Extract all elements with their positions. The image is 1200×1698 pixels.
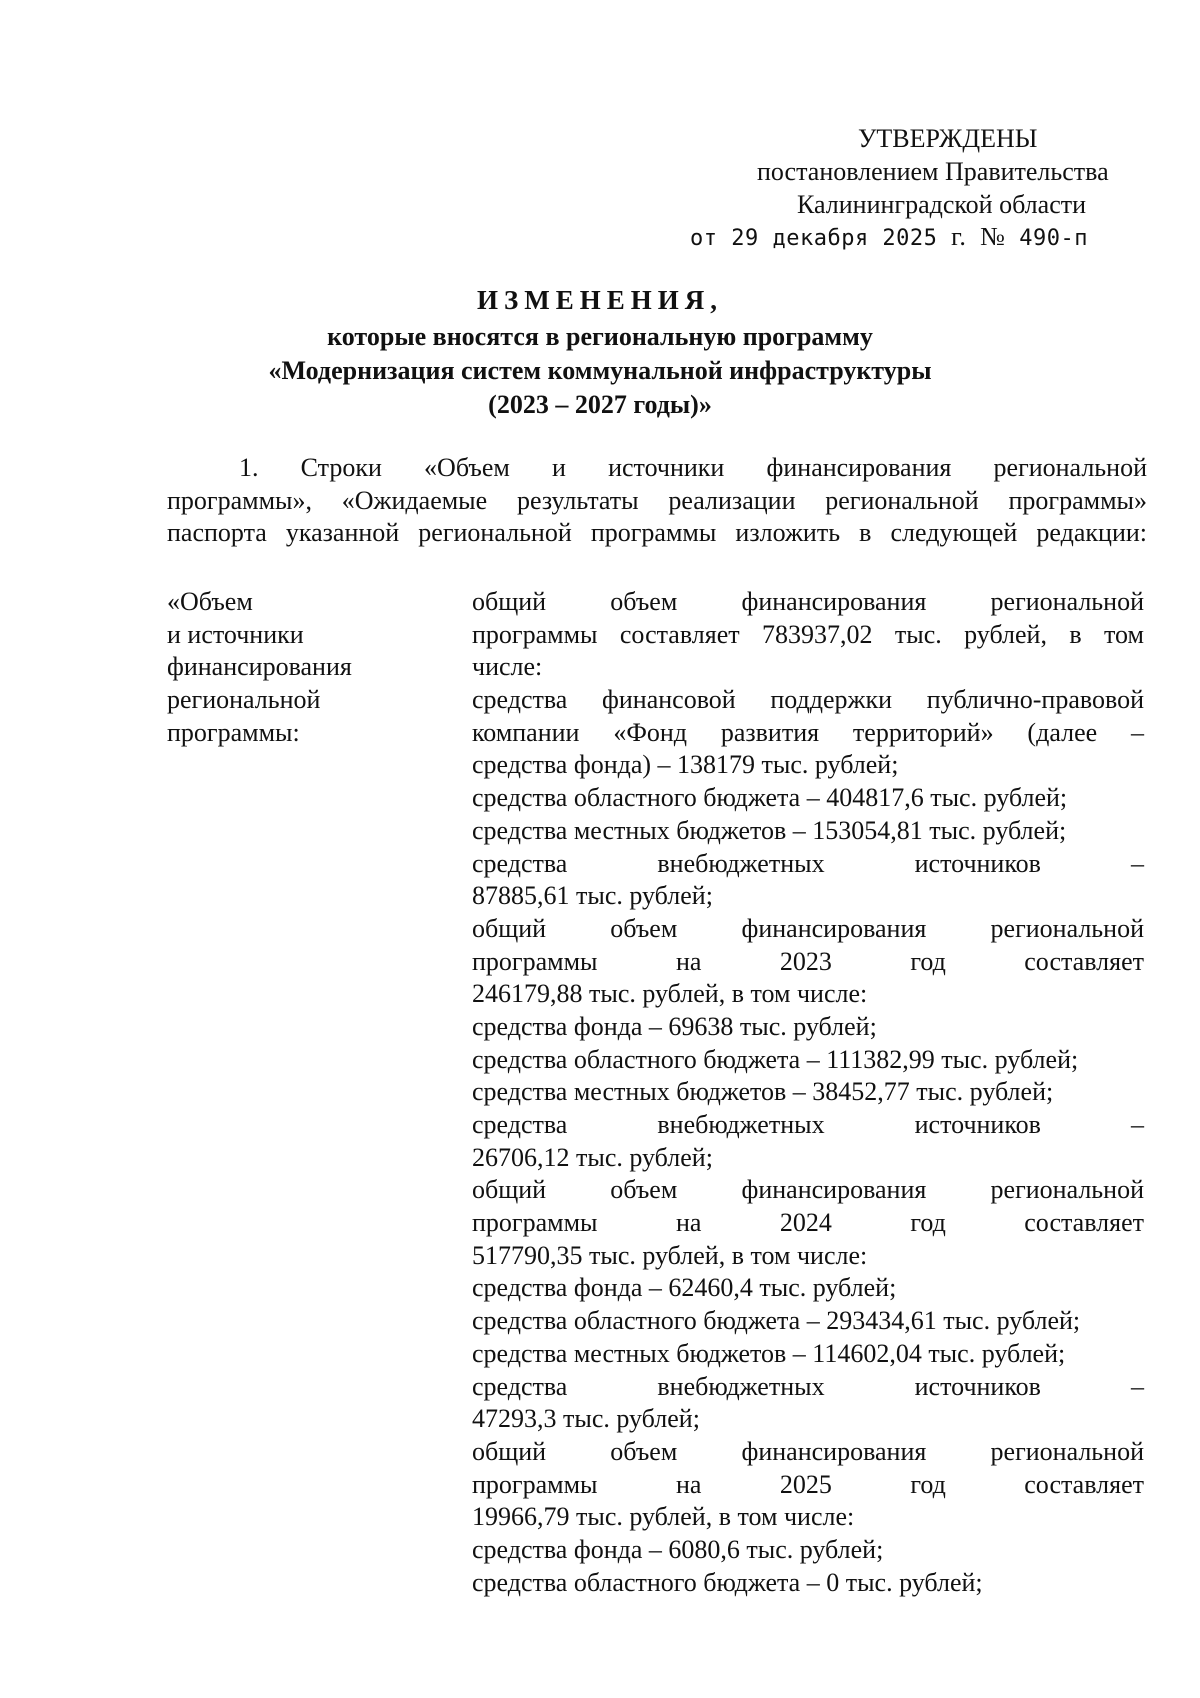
right-cell-line: общий объем финансирования региональной: [472, 913, 1144, 943]
right-cell-line: общий объем финансирования региональной: [472, 1175, 1144, 1205]
right-cell-line: 47293,3 тыс. рублей;: [472, 1404, 700, 1434]
right-cell-line: числе:: [472, 652, 543, 682]
right-cell-line: средства местных бюджетов – 114602,04 тыс. рублей;: [472, 1338, 1066, 1368]
paragraph-line: программы», «Ожидаемые результаты реализации региональной программы»: [167, 485, 1147, 515]
right-cell-line: 246179,88 тыс. рублей, в том числе:: [472, 979, 868, 1009]
right-cell-line: средства фонда) – 138179 тыс. рублей;: [472, 750, 899, 780]
right-cell-line: средства местных бюджетов – 153054,81 тыс. рублей;: [472, 815, 1067, 845]
program-years: (2023 – 2027 годы)»: [488, 390, 712, 419]
right-cell-line: средства местных бюджетов – 38452,77 тыс. рублей;: [472, 1077, 1054, 1107]
document-title: ИЗМЕНЕНИЯ,: [476, 285, 723, 315]
approval-date: от 29 декабря 2025: [690, 226, 938, 251]
approval-title: УТВЕРЖДЕНЫ: [858, 124, 1038, 153]
right-cell-line: средства областного бюджета – 0 тыс. рублей;: [472, 1567, 983, 1597]
approval-date-number: [690, 222, 1088, 252]
table-left-column: [167, 586, 467, 749]
right-cell-line: программы на 2023 год составляет: [472, 946, 1144, 976]
table-right-column: [472, 586, 1144, 1599]
right-cell-line: общий объем финансирования региональной: [472, 587, 1144, 616]
right-cell-line: средства фонда – 69638 тыс. рублей;: [472, 1011, 877, 1041]
program-name: «Модернизация систем коммунальной инфраструктуры: [268, 356, 932, 385]
right-cell-line: средства внебюджетных источников –: [472, 1371, 1144, 1401]
right-cell-line: программы на 2025 год составляет: [472, 1469, 1144, 1499]
right-cell-line: средства фонда – 62460,4 тыс. рублей;: [472, 1273, 897, 1303]
left-cell-line: программы:: [167, 717, 300, 747]
right-cell-line: средства областного бюджета – 111382,99 тыс. рублей;: [472, 1044, 1079, 1074]
document-subtitle: которые вносятся в региональную программу: [327, 322, 873, 351]
right-cell-line: компании «Фонд развития территорий» (далее –: [472, 717, 1144, 747]
approval-region: Калининградской области: [797, 190, 1087, 219]
right-cell-line: общий объем финансирования региональной: [472, 1436, 1144, 1466]
right-cell-line: средства финансовой поддержки публично-правовой: [472, 685, 1144, 715]
left-cell-line: и источники: [167, 619, 304, 649]
paragraph-line: 1. Строки «Объем и источники финансирования региональной: [239, 453, 1147, 482]
right-cell-line: средства фонда – 6080,6 тыс. рублей;: [472, 1534, 884, 1564]
approval-number: 490-п: [1019, 226, 1088, 251]
paragraph-line: паспорта указанной региональной программы изложить в следующей редакции:: [167, 518, 1147, 548]
right-cell-line: средства областного бюджета – 293434,61 тыс. рублей;: [472, 1306, 1081, 1336]
right-cell-line: средства внебюджетных источников –: [472, 848, 1144, 878]
right-cell-line: 19966,79 тыс. рублей, в том числе:: [472, 1502, 855, 1532]
left-cell-line: «Объем: [167, 587, 253, 616]
right-cell-line: средства областного бюджета – 404817,6 тыс. рублей;: [472, 783, 1068, 813]
paragraph-1: [167, 452, 1147, 550]
approval-by: постановлением Правительства: [757, 157, 1109, 186]
left-cell-line: региональной: [167, 685, 321, 715]
right-cell-line: программы на 2024 год составляет: [472, 1208, 1144, 1238]
left-cell-line: финансирования: [167, 652, 352, 682]
right-cell-line: 87885,61 тыс. рублей;: [472, 881, 713, 911]
right-cell-line: программы составляет 783937,02 тыс. рублей, в том: [472, 619, 1144, 649]
approval-number-sign: №: [980, 222, 1006, 251]
right-cell-line: 26706,12 тыс. рублей;: [472, 1142, 713, 1172]
approval-year-abbr: г.: [951, 222, 967, 251]
right-cell-line: 517790,35 тыс. рублей, в том числе:: [472, 1240, 868, 1270]
right-cell-line: средства внебюджетных источников –: [472, 1110, 1144, 1139]
